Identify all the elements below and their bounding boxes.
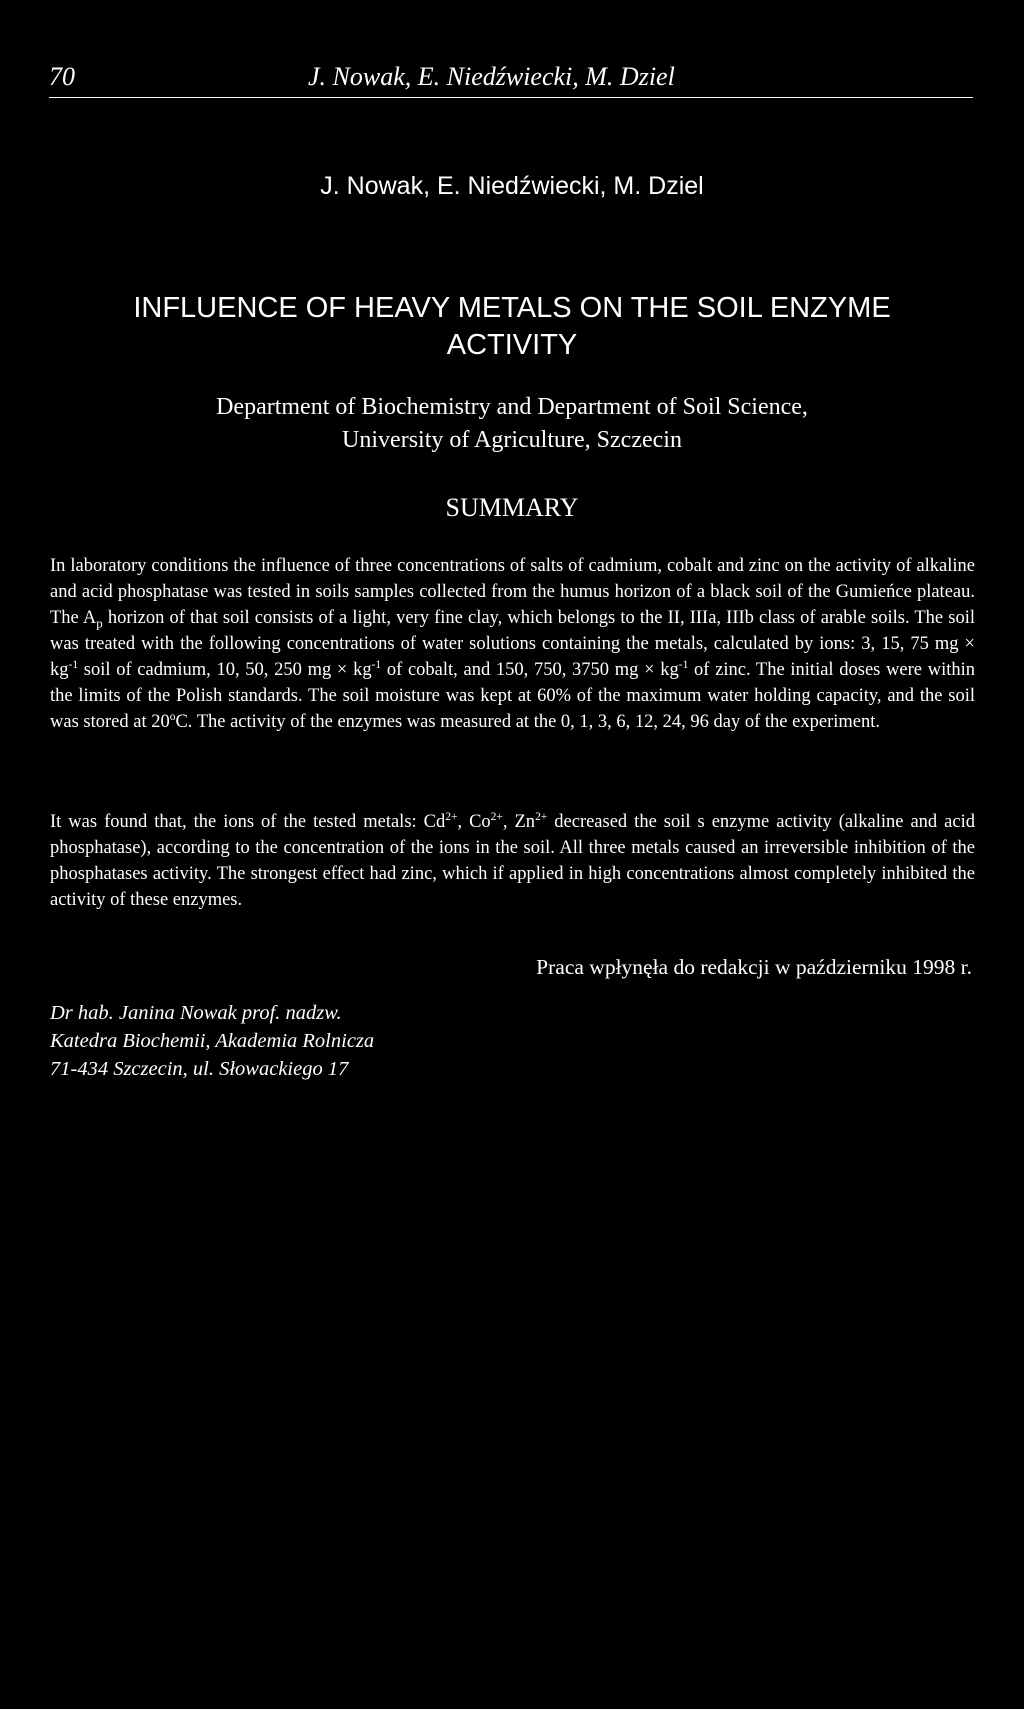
text-run: horizon of that soil consists of a light, very fine clay, which belongs to the II, IIIa, IIIb class of arable soils. The soil was treated with the following concentrations of water solutions containing the metals, calculated by ions: 3, 15, 75 mg × kg	[50, 608, 975, 680]
address-line-3: 71-434 Szczecin, ul. Słowackiego 17	[50, 1058, 349, 1080]
header-rule	[49, 97, 973, 98]
author-address	[50, 999, 374, 1083]
text-run: , Co	[457, 812, 491, 832]
text-run: C. The activity of the enzymes was measured at the 0, 1, 3, 6, 12, 24, 96 day of the experiment.	[175, 712, 880, 732]
text-run: decreased the soil s enzyme activity (alkaline and acid phosphatase), according to the concentration of the ions in the soil. All three metals caused an irreversible inhibition of the phosphatases activity. The strongest effect had zinc, which if applied in high concentrations almost completely inhibited the activity of these enzymes.	[50, 812, 975, 910]
affiliation	[0, 391, 1024, 457]
title-line-2: ACTIVITY	[446, 329, 578, 361]
superscript: 2+	[490, 810, 503, 823]
title-line-1: INFLUENCE OF HEAVY METALS ON THE SOIL ENZYME	[133, 292, 891, 324]
superscript: o	[169, 710, 176, 723]
superscript: -1	[68, 658, 79, 671]
text-run: soil of cadmium, 10, 50, 250 mg × kg	[78, 660, 372, 680]
superscript: 2+	[445, 810, 458, 823]
text-run: In laboratory conditions the influence of three concentrations of salts of cadmium, cobalt and zinc on the activity of alkaline and acid phosphatase was tested in soils samples collected from the humus horizon of a black soil of the Gumieńce plateau. The A	[50, 556, 975, 628]
page-number: 70	[49, 62, 75, 91]
text-run: of cobalt, and 150, 750, 3750 mg × kg	[381, 660, 679, 680]
article-authors: J. Nowak, E. Niedźwiecki, M. Dziel	[320, 172, 704, 200]
affiliation-line-2: University of Agriculture, Szczecin	[342, 427, 682, 453]
text-run: , Zn	[502, 812, 536, 832]
running-header-authors: J. Nowak, E. Niedźwiecki, M. Dziel	[308, 62, 675, 91]
received-note: Praca wpłynęła do redakcji w październiku 1998 r.	[536, 955, 972, 979]
address-line-1: Dr hab. Janina Nowak prof. nadzw.	[50, 1002, 342, 1024]
text-run: of zinc. The initial doses were within the limits of the Polish standards. The soil moisture was kept at 60% of the maximum water holding capacity, and the soil was stored at 20	[50, 660, 975, 732]
summary-paragraph-2	[50, 809, 975, 913]
superscript: -1	[371, 658, 382, 671]
subscript: p	[96, 615, 103, 631]
superscript: 2+	[535, 810, 548, 823]
article-title	[0, 290, 1024, 364]
affiliation-line-1: Department of Biochemistry and Department of Soil Science,	[216, 394, 808, 420]
summary-paragraph-1	[50, 553, 975, 735]
superscript: -1	[678, 658, 689, 671]
address-line-2: Katedra Biochemii, Akademia Rolnicza	[50, 1030, 375, 1052]
text-run: It was found that, the ions of the tested metals: Cd	[50, 812, 446, 832]
summary-heading: SUMMARY	[445, 493, 579, 522]
